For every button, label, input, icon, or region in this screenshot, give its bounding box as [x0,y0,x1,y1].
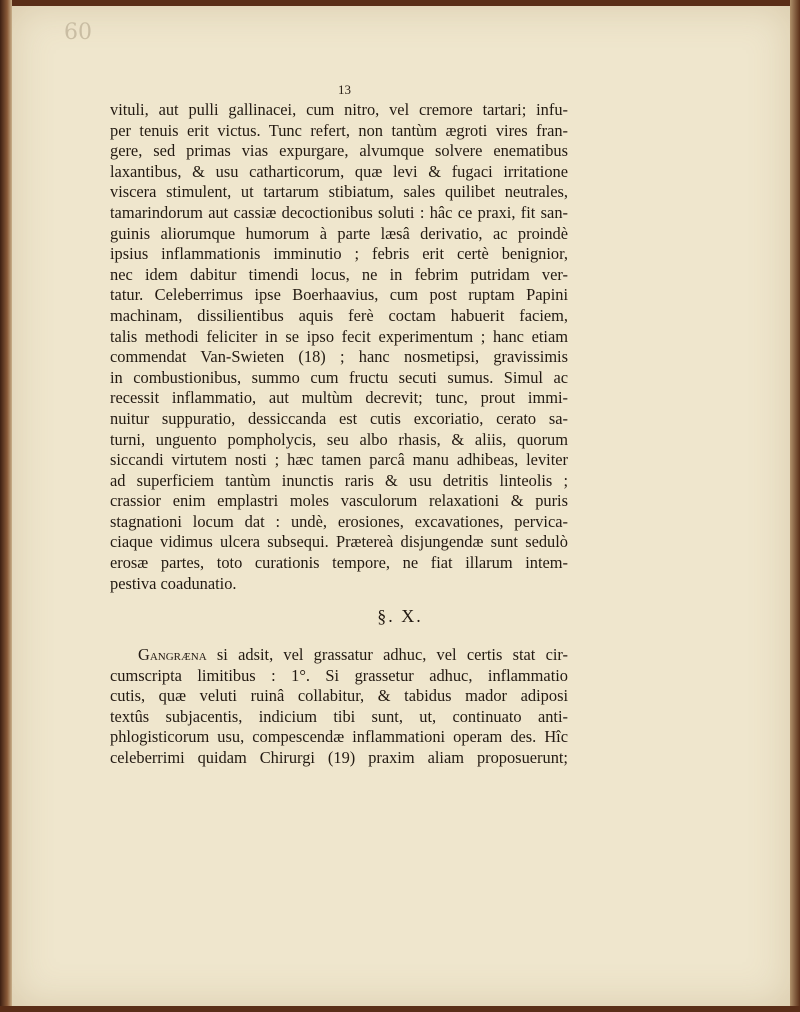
text-line-first [110,645,568,666]
text-line: phlogisticorum usu, compescendæ inflammationi operam des. Hîc [110,727,568,747]
text-line: vituli, aut pulli gallinacei, cum nitro, vel cremore tartari; infu- [110,100,568,119]
book-bottom-edge [0,1006,800,1012]
section-heading: §. X. [377,606,423,626]
text-line: gere, sed primas vias expurgare, alvumque solvere enematibus [110,141,568,161]
text-line: turni, unguento pompholycis, seu albo rhasis, & aliis, quorum [110,429,568,449]
text-line: laxantibus, & usu catharticorum, quæ levi & fugaci irritatione [110,161,568,181]
text-line: erosæ partes, toto curationis tempore, ne fiat illarum intem- [110,553,568,573]
text-line: ad superficiem tantùm inunctis raris & usu detritis linteolis ; [110,470,568,490]
text-line: machinam, dissilientibus aquis ferè coctam habuerit faciem, [110,305,568,325]
text-line: stagnationi locum dat : undè, erosiones, excavationes, pervica- [110,511,568,531]
text-line: nec idem dabitur timendi locus, ne in febrim putridam ver- [110,264,568,284]
text-line: cutis, quæ veluti ruinâ collabitur, & tabidus mador adiposi [110,686,568,706]
text-line: tamarindorum aut cassiæ decoctionibus soluti : hâc ce praxi, fit san- [110,202,568,222]
text-line: recessit inflammatio, aut multùm decrevit; tunc, prout immi- [110,388,568,408]
pencil-annotation: 60 [64,20,92,45]
page-number: 13 [338,82,351,97]
text-line-rest: si adsit, vel grassatur adhuc, vel certis stat cir- [206,645,568,664]
text-line: cumscripta limitibus : 1°. Si grassetur adhuc, inflammatio [110,665,568,685]
text-line: tatur. Celeberrimus ipse Boerhaavius, cum post ruptam Papini [110,285,568,305]
lead-word: Gangræna [138,645,207,664]
text-line: commendat Van-Swieten (18) ; hanc nosmetipsi, gravissimis [110,347,568,367]
paragraph-1 [110,100,568,594]
text-line: ipsius inflammationis imminutio ; febris erit certè benignior, [110,244,568,264]
text-line: textûs subjacentis, indicium tibi sunt, ut, continuato anti- [110,706,568,726]
text-line: per tenuis erit victus. Tunc refert, non tantùm ægroti vires fran- [110,120,568,140]
text-line: guinis aliorumque humorum à parte læsâ derivatio, ac proindè [110,223,568,243]
text-line: celeberrimi quidam Chirurgi (19) praxim aliam proposuerunt; [110,747,568,767]
text-line: ciaque vidimus ulcera subsequi. Prætereà disjungendæ sunt sedulò [110,532,568,552]
book-binding-edge [0,0,12,1012]
text-line: viscera stimulent, ut tartarum stibiatum, sales quilibet neutrales, [110,182,568,202]
text-line: pestiva coadunatio. [110,573,237,593]
text-line: crassior enim emplastri moles vasculorum relaxationi & puris [110,491,568,511]
paragraph-2 [110,645,568,769]
text-line: in combustionibus, summo cum fructu secuti sumus. Simul ac [110,367,568,387]
text-line: talis methodi feliciter in se ipso fecit experimentum ; hanc etiam [110,326,568,346]
book-fore-edge [790,0,800,1012]
text-line: nuitur suppuratio, dessiccanda est cutis excoriatio, cerato sa- [110,408,568,428]
text-line: siccandi virtutem nosti ; hæc tamen parcâ manu adhibeas, leviter [110,450,568,470]
